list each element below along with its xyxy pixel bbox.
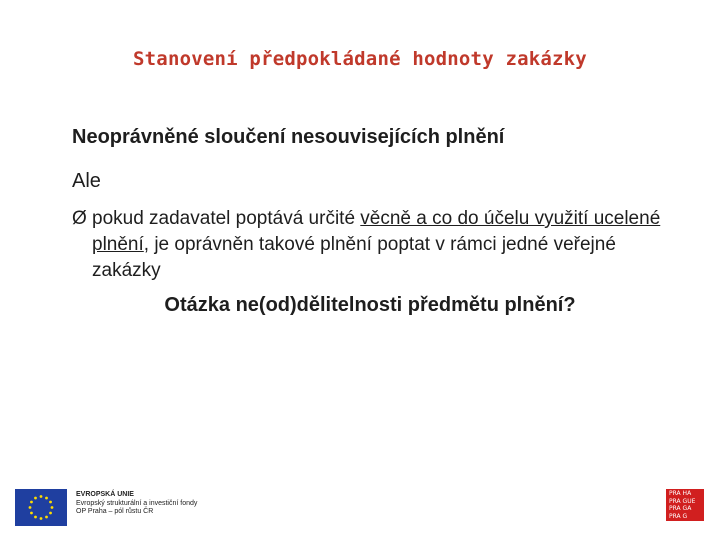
eu-star	[40, 517, 43, 520]
question-text: Otázka ne(od)dělitelnosti předmětu plnění?	[164, 294, 576, 316]
bullet-text-underlined: věcně a co do účelu využití ucelené plnění	[92, 208, 661, 255]
praha-line: PRA GUE	[669, 497, 696, 505]
eu-star-ring	[29, 495, 54, 520]
arrow-bullet-icon: Ø	[72, 208, 87, 229]
bullet-text-part1: pokud zadavatel poptává určité	[92, 208, 361, 229]
eu-star	[30, 501, 33, 504]
bullet-item	[72, 206, 672, 284]
eu-line2: OP Praha – pól růstu ČR	[76, 508, 154, 515]
eu-star	[51, 506, 54, 509]
bullet-text-part2: , je oprávněn takové plnění poptat v rámci jedné veřejné zakázky	[92, 234, 616, 281]
slide-heading: Neoprávněné sloučení nesouvisejících plnění	[72, 126, 505, 148]
ale-text: Ale	[72, 170, 101, 192]
eu-star	[49, 501, 52, 504]
eu-star	[34, 516, 37, 519]
praha-line: PRA HA	[669, 490, 692, 497]
eu-star	[40, 495, 43, 498]
eu-stars-icon	[15, 489, 67, 526]
praha-line: PRA G	[669, 512, 688, 520]
eu-star	[30, 512, 33, 515]
praha-logo	[666, 489, 704, 521]
slide-title: Stanovení předpokládané hodnoty zakázky	[133, 48, 587, 70]
eu-name: EVROPSKÁ UNIE	[76, 491, 134, 498]
eu-star	[49, 512, 52, 515]
praha-line: PRA GA	[669, 505, 692, 512]
bullet-text	[92, 206, 672, 284]
eu-logo-text	[76, 491, 197, 517]
eu-line1: Evropský strukturální a investiční fondy	[76, 499, 198, 507]
eu-star	[29, 506, 32, 509]
eu-star	[45, 516, 48, 519]
eu-flag-icon	[15, 489, 67, 526]
eu-star	[45, 497, 48, 500]
eu-star	[34, 497, 37, 500]
